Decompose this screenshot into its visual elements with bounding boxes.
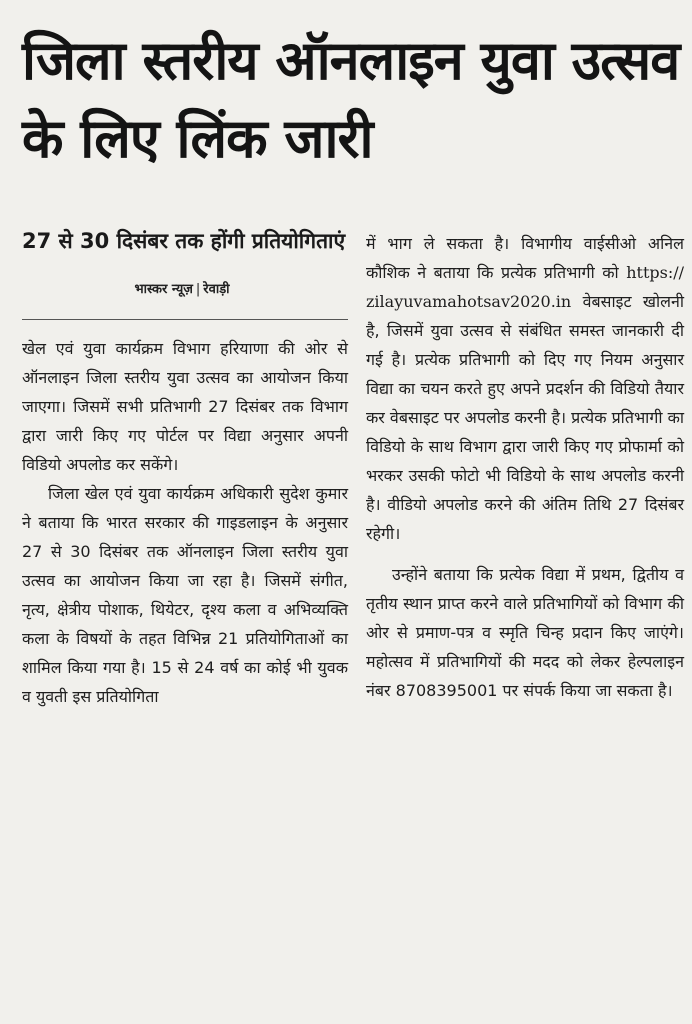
byline-location: रेवाड़ी [203, 282, 230, 297]
website-url: https:// zilayuvamahotsav2020.in [366, 263, 684, 311]
article-subheadline: 27 से 30 दिसंबर तक होंगी प्रतियोगिताएं [22, 229, 346, 253]
article-column-right [366, 229, 684, 705]
body-paragraph: खेल एवं युवा कार्यक्रम विभाग हरियाणा की ओर से ऑनलाइन जिला स्तरीय युवा उत्सव का आयोजन किया जाएगा। जिसमें सभी प्रतिभागी 27 दिसंबर तक विभाग द्वारा जारी किए गए पोर्टल पर विद्या अनुसार अपनी विडियो अपलोड कर सकेंगे। [22, 339, 348, 474]
body-text: वेबसाइट खोलनी है, जिसमें युवा उत्सव से संबंधित समस्त जानकारी दी गई है। प्रत्येक प्रतिभागी को दिए गए नियम अनुसार विद्या का चयन करते हुए अपने प्रदर्शन की विडियो तैयार कर वेबसाइट पर अपलोड करनी है। प्रत्येक प्रतिभागी का विडियो के साथ विभाग द्वारा जारी किए गए प्रोफार्मा को भरकर उसकी फोटो भी विडियो के साथ अपलोड करनी है। वीडियो अपलोड करने की अंतिम तिथि 27 दिसंबर रहेगी। [366, 292, 685, 543]
article-column-left [22, 226, 348, 711]
body-paragraph [366, 229, 684, 548]
body-paragraph: उन्होंने बताया कि प्रत्येक विद्या में प्रथम, द्वितीय व तृतीय स्थान प्राप्त करने वाले प्रतिभागियों को विभाग की ओर से प्रमाण-पत्र व स्मृति चिन्ह प्रदान किए जाएंगे। महोत्सव में प्रतिभागियों की मदद को लेकर हेल्पलाइन नंबर 8708395001 पर संपर्क किया जा सकता है। [366, 565, 684, 700]
byline-source: भास्कर न्यूज़ [134, 282, 193, 297]
byline-divider [22, 319, 348, 320]
body-paragraph: जिला खेल एवं युवा कार्यक्रम अधिकारी सुदेश कुमार ने बताया कि भारत सरकार की गाइडलाइन के अनुसार 27 से 30 दिसंबर तक ऑनलाइन जिला स्तरीय युवा उत्सव का आयोजन किया जा रहा है। जिसमें संगीत, नृत्य, क्षेत्रीय पोशाक, थियेटर, दृश्य कला व अभिव्यक्ति कला के विषयों के तहत विभिन्न 21 प्रतियोगिताओं का शामिल किया गया है। 15 से 24 वर्ष का कोई भी युवक व युवती इस प्रतियोगिता [22, 484, 348, 706]
byline-separator: | [195, 282, 201, 297]
article-headline: जिला स्तरीय ऑनलाइन युवा उत्सव के लिए लिंक जारी [22, 29, 680, 170]
body-text: में भाग ले सकता है। विभागीय वाईसीओ अनिल कौशिक ने बताया कि प्रत्येक प्रतिभागी को [366, 234, 684, 282]
byline [22, 279, 348, 297]
